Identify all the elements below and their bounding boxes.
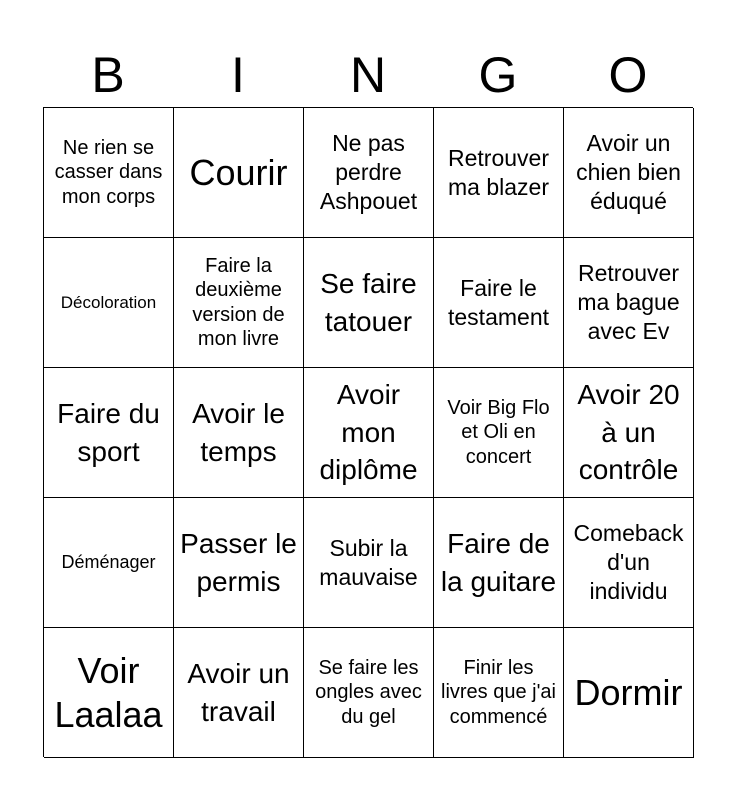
header-letter-g: G xyxy=(478,47,518,103)
bingo-cell[interactable]: Avoir mon diplôme xyxy=(304,368,434,498)
bingo-cell[interactable]: Finir les livres que j'ai commencé xyxy=(434,628,564,758)
bingo-cell[interactable]: Dormir xyxy=(564,628,694,758)
header-letter-b: B xyxy=(91,47,125,103)
bingo-cell[interactable]: Voir Laalaa xyxy=(44,628,174,758)
bingo-cell[interactable]: Faire de la guitare xyxy=(434,498,564,628)
bingo-cell[interactable]: Avoir le temps xyxy=(174,368,304,498)
bingo-cell[interactable]: Courir xyxy=(174,108,304,238)
header-letter-i: I xyxy=(231,47,245,103)
bingo-cell[interactable]: Passer le permis xyxy=(174,498,304,628)
header-letter-n: N xyxy=(349,47,387,103)
bingo-cell[interactable]: Déménager xyxy=(44,498,174,628)
bingo-cell[interactable]: Faire le testament xyxy=(434,238,564,368)
bingo-cell[interactable]: Avoir un chien bien éduqué xyxy=(564,108,694,238)
bingo-header xyxy=(43,44,693,106)
bingo-cell[interactable]: Avoir un travail xyxy=(174,628,304,758)
bingo-cell[interactable]: Subir la mauvaise xyxy=(304,498,434,628)
bingo-cell[interactable]: Se faire tatouer xyxy=(304,238,434,368)
bingo-cell[interactable]: Avoir 20 à un contrôle xyxy=(564,368,694,498)
bingo-cell[interactable]: Se faire les ongles avec du gel xyxy=(304,628,434,758)
header-letter-o: O xyxy=(608,47,648,103)
bingo-cell[interactable]: Ne rien se casser dans mon corps xyxy=(44,108,174,238)
bingo-cell[interactable]: Comeback d'un individu xyxy=(564,498,694,628)
bingo-cell[interactable]: Ne pas perdre Ashpouet xyxy=(304,108,434,238)
bingo-board xyxy=(43,107,693,757)
bingo-cell[interactable]: Décoloration xyxy=(44,238,174,368)
bingo-cell[interactable]: Faire la deuxième version de mon livre xyxy=(174,238,304,368)
bingo-cell[interactable]: Voir Big Flo et Oli en concert xyxy=(434,368,564,498)
bingo-cell[interactable]: Faire du sport xyxy=(44,368,174,498)
bingo-cell[interactable]: Retrouver ma blazer xyxy=(434,108,564,238)
bingo-cell[interactable]: Retrouver ma bague avec Ev xyxy=(564,238,694,368)
